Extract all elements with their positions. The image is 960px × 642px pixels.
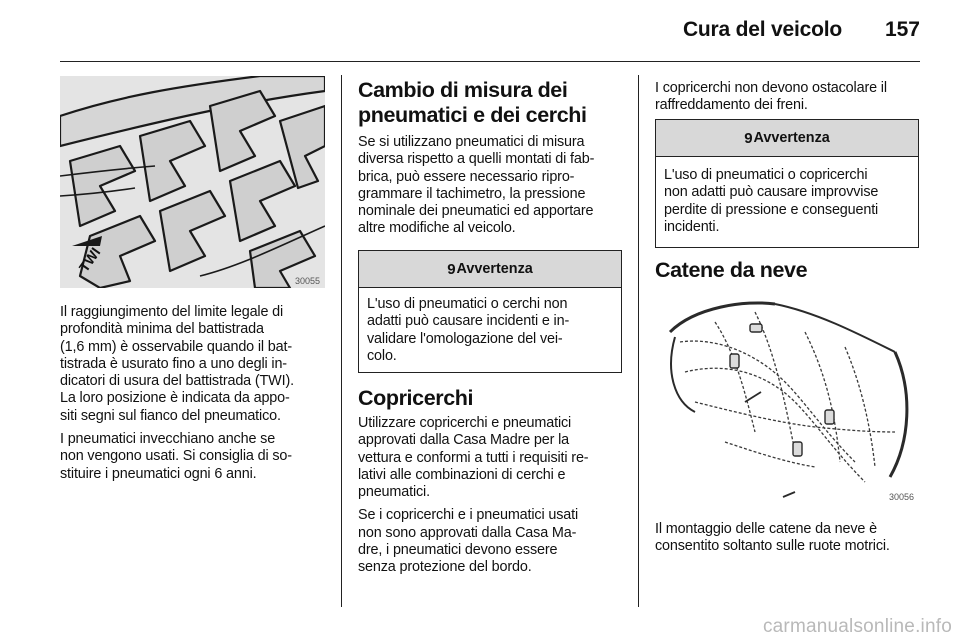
text-line: nominale dei pneumatici ed apportare [358, 203, 594, 220]
text-line: vettura e conformi a tutti i requisiti re- [358, 449, 589, 466]
wheel-covers-heading: Copricerchi [358, 386, 474, 410]
text-line: lativi alle combinazioni di cerchi e [358, 466, 566, 483]
column-3-text [655, 80, 920, 115]
warning-box-2 [655, 119, 919, 248]
tread-limit-paragraph [60, 304, 326, 425]
text-line: non sono approvati dalla Casa Ma- [358, 524, 577, 541]
text-line: Il montaggio delle catene da neve è [655, 521, 877, 537]
text-line: (1,6 mm) è osservabile quando il bat- [60, 338, 293, 355]
snow-chains-text [655, 521, 920, 556]
text-line: La loro posizione è indicata da appo- [60, 390, 290, 407]
text-line: stituire i pneumatici ogni 6 anni. [60, 465, 257, 482]
column-1-text [60, 304, 326, 483]
unapproved-covers-paragraph [358, 507, 622, 576]
text-line: Il raggiungimento del limite legale di [60, 304, 284, 320]
column-2-text [358, 78, 622, 238]
figure-number: 30056 [888, 492, 914, 502]
warning-triangle-icon: 9 [744, 129, 753, 147]
text-line: perdite di pressione e conseguenti [664, 201, 879, 218]
text-line: tistrada è usurato fino a uno degli in- [60, 355, 287, 372]
column-divider-2 [638, 75, 639, 607]
page-number: 157 [884, 18, 920, 41]
tire-tread-illustration [60, 76, 325, 288]
watermark-text: carmanualsonline.info [762, 616, 952, 637]
warning-body [656, 157, 918, 236]
warning-triangle-icon: 9 [447, 260, 456, 278]
text-line: L'uso di pneumatici o cerchi non [367, 296, 568, 312]
snow-chains-heading: Catene da neve [655, 258, 808, 282]
text-line: dre, i pneumatici devono essere [358, 542, 558, 559]
tire-aging-paragraph [60, 431, 326, 483]
text-line: adatti può causare incidenti e in- [367, 313, 570, 330]
header-rule [60, 61, 920, 62]
text-line: Se si utilizzano pneumatici di misura [358, 134, 585, 150]
text-line: pneumatici. [358, 484, 430, 501]
text-line: senza protezione del bordo. [358, 559, 532, 576]
text-line: I copricerchi non devono ostacolare il [655, 80, 887, 96]
text-line: L'uso di pneumatici o copricerchi [664, 167, 868, 183]
warning-title: Avvertenza [456, 261, 533, 277]
text-line: siti segni sul fianco del pneumatico. [60, 407, 281, 424]
text-line: dicatori di usura del battistrada (TWI). [60, 373, 294, 390]
text-line: approvati dalla Casa Madre per la [358, 432, 570, 449]
snow-chains-heading-block [655, 258, 920, 283]
text-line: raffreddamento dei freni. [655, 97, 808, 114]
tire-size-heading [358, 78, 622, 128]
snow-chains-illustration [655, 292, 919, 504]
text-line: I pneumatici invecchiano anche se [60, 431, 276, 448]
text-line: altre modifiche al veicolo. [358, 220, 516, 237]
tire-size-paragraph [358, 134, 622, 238]
text-line: colo. [367, 347, 397, 364]
snow-chains-paragraph [655, 521, 920, 556]
heading-line: pneumatici e dei cerchi [358, 103, 587, 127]
column-2-lower-text [358, 386, 622, 577]
text-line: non adatti può causare improvvise [664, 184, 879, 201]
text-line: validare l'omologazione del vei- [367, 330, 563, 347]
twi-label: TWI [75, 244, 104, 275]
text-line: brica, può essere necessario ripro- [358, 168, 575, 185]
snow-chains-figure [655, 292, 919, 504]
chapter-title: Cura del veicolo [682, 18, 842, 41]
text-line: incidenti. [664, 218, 720, 235]
warning-header [656, 120, 918, 157]
column-divider-1 [341, 75, 342, 607]
heading-line: Cambio di misura dei [358, 78, 568, 102]
text-line: non vengono usati. Si consiglia di so- [60, 448, 292, 465]
brake-cooling-paragraph [655, 80, 920, 115]
text-line: Utilizzare copricerchi e pneumatici [358, 415, 572, 431]
warning-box-1 [358, 250, 622, 373]
page-header [0, 14, 960, 48]
text-line: Se i copricerchi e i pneumatici usati [358, 507, 579, 524]
text-line: grammare il tachimetro, la pressione [358, 185, 586, 202]
wheel-covers-paragraph [358, 415, 622, 501]
figure-number: 30055 [294, 276, 320, 286]
warning-title: Avvertenza [753, 130, 830, 146]
warning-body [359, 288, 621, 365]
tread-wear-figure [60, 76, 325, 288]
text-line: consentito soltanto sulle ruote motrici. [655, 538, 890, 555]
text-line: profondità minima del battistrada [60, 321, 264, 338]
warning-header [359, 251, 621, 288]
text-line: diversa rispetto a quelli montati di fab- [358, 151, 595, 168]
